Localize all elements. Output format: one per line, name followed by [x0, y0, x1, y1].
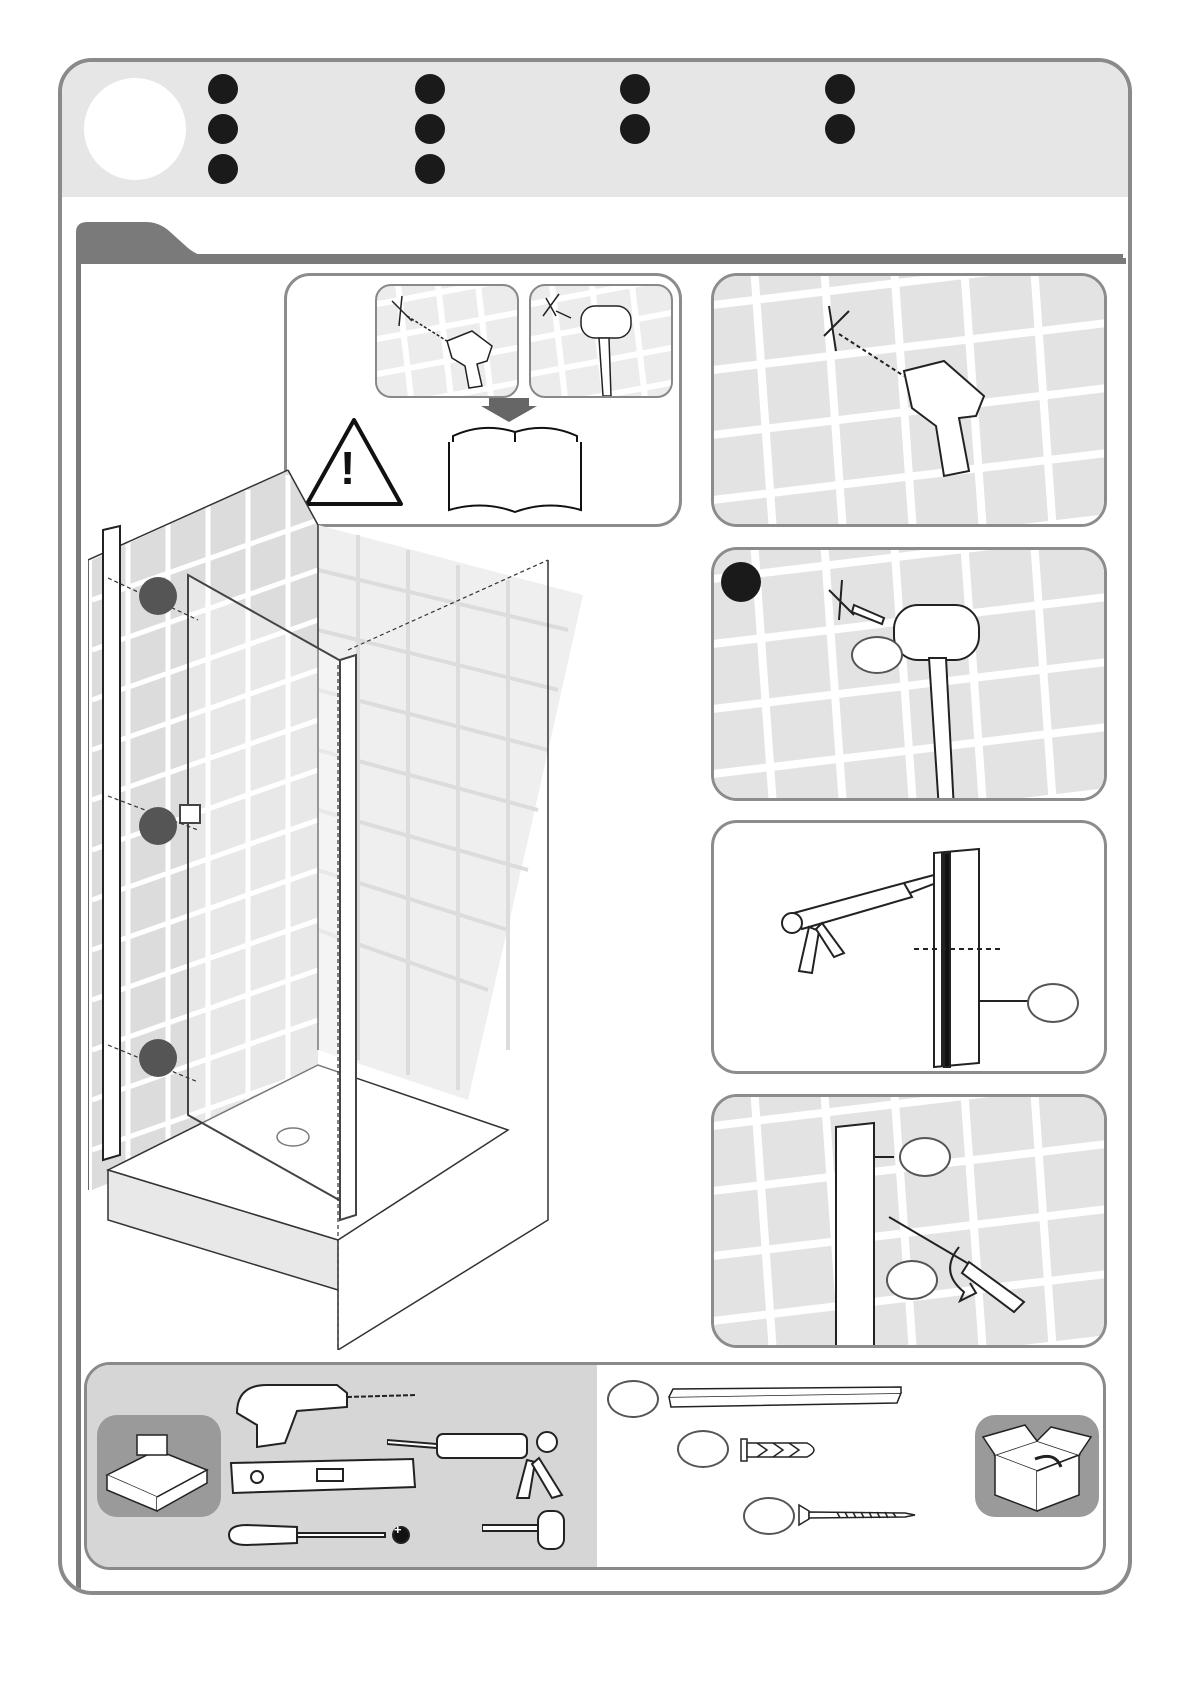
- language-marker: [208, 154, 238, 184]
- part-label-bubble: [1027, 983, 1079, 1023]
- caulk-gun-icon: [782, 875, 936, 973]
- language-marker: [415, 74, 445, 104]
- tools-section: [87, 1365, 597, 1567]
- language-marker: [620, 114, 650, 144]
- language-marker: [208, 74, 238, 104]
- drill-thumbnail: [375, 284, 519, 398]
- part-label-bubble: [899, 1137, 951, 1177]
- language-marker: [620, 74, 650, 104]
- language-marker: [208, 114, 238, 144]
- part-label-bubble: [677, 1430, 729, 1468]
- part-label-bubble: [607, 1380, 659, 1418]
- language-marker: [825, 74, 855, 104]
- anchor-step-panel: [711, 547, 1107, 801]
- silicone-step-panel: [711, 820, 1107, 1074]
- callout-marker: [139, 577, 177, 615]
- wall-profile-icon: [665, 1385, 905, 1415]
- screw-step-panel: [711, 1094, 1107, 1348]
- screwdriver-tip-symbol: +: [394, 1522, 402, 1537]
- workbench-icon: [97, 1415, 221, 1517]
- wall-plug-icon: [737, 1435, 827, 1465]
- wall-profile-icon: [103, 526, 120, 1160]
- screw-icon: [797, 1503, 917, 1527]
- language-marker: [825, 114, 855, 144]
- callout-marker: [139, 807, 177, 845]
- wall-profile-icon: [836, 1123, 874, 1348]
- warning-symbol: !: [340, 442, 356, 494]
- rubber-mallet-icon: [531, 286, 671, 396]
- spirit-level-icon: [227, 1455, 427, 1505]
- language-marker: [415, 154, 445, 184]
- step-number-circle: [84, 78, 186, 180]
- open-box-icon: [975, 1415, 1099, 1517]
- drill-step-panel: [711, 273, 1107, 527]
- drill-icon: [377, 286, 517, 396]
- mallet-thumbnail: [529, 284, 673, 398]
- wall-profile-icon: [934, 849, 979, 1067]
- tools-and-parts-panel: [84, 1362, 1106, 1570]
- language-marker: [415, 114, 445, 144]
- part-label-bubble: [886, 1260, 938, 1300]
- callout-marker: [139, 1039, 177, 1077]
- shower-installation-drawing: [88, 450, 608, 1350]
- language-header: [62, 62, 1128, 197]
- workbench-icon-box: [97, 1415, 221, 1517]
- anchor-step-marker: [721, 562, 761, 602]
- part-label-bubble: [743, 1497, 795, 1535]
- part-label-bubble: [851, 636, 903, 674]
- shower-door: [180, 575, 356, 1220]
- open-box-icon-box: [975, 1415, 1099, 1517]
- rubber-mallet-icon: [482, 1505, 582, 1555]
